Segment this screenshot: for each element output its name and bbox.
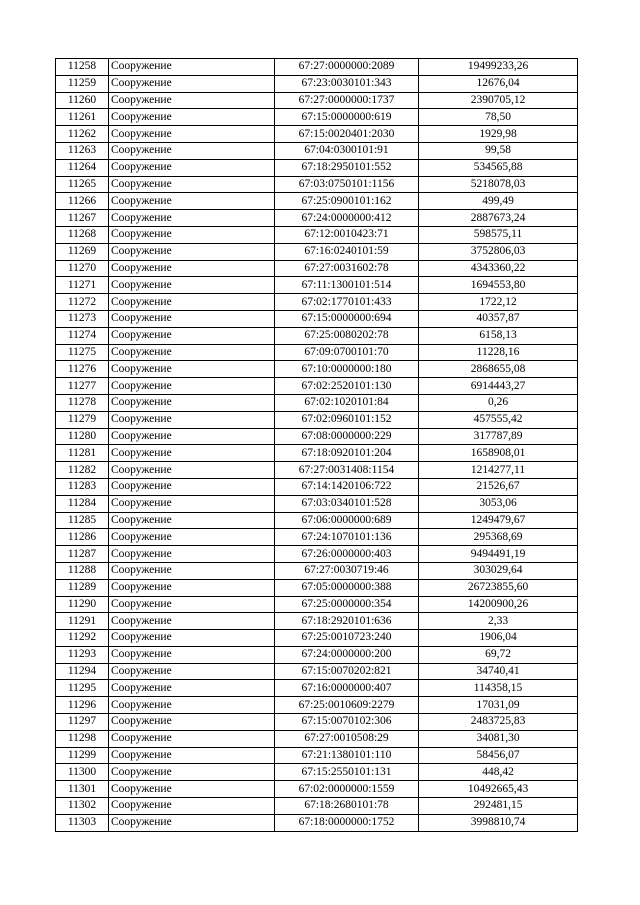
cadastral-value-cell: 1249479,67 bbox=[419, 512, 578, 529]
cadastral-value-cell: 448,42 bbox=[419, 764, 578, 781]
cadastral-value-cell: 2887673,24 bbox=[419, 210, 578, 227]
cadastral-number-cell: 67:27:0031602:78 bbox=[275, 260, 419, 277]
object-type-cell: Сооружение bbox=[109, 680, 275, 697]
cadastral-value-cell: 34081,30 bbox=[419, 730, 578, 747]
cadastral-number-cell: 67:27:0010508:29 bbox=[275, 730, 419, 747]
object-type-cell: Сооружение bbox=[109, 327, 275, 344]
cadastral-number-cell: 67:02:1770101:433 bbox=[275, 294, 419, 311]
object-type-cell: Сооружение bbox=[109, 646, 275, 663]
object-type-cell: Сооружение bbox=[109, 142, 275, 159]
cadastral-number-cell: 67:27:0000000:1737 bbox=[275, 92, 419, 109]
cadastral-number-cell: 67:24:0000000:412 bbox=[275, 210, 419, 227]
row-number-cell: 11295 bbox=[56, 680, 109, 697]
table-row bbox=[56, 394, 578, 411]
table-row bbox=[56, 613, 578, 630]
row-number-cell: 11263 bbox=[56, 142, 109, 159]
object-type-cell: Сооружение bbox=[109, 814, 275, 831]
table-row bbox=[56, 546, 578, 563]
cadastral-value-cell: 1694553,80 bbox=[419, 277, 578, 294]
row-number-cell: 11287 bbox=[56, 546, 109, 563]
table-body bbox=[56, 59, 578, 832]
cadastral-value-cell: 4343360,22 bbox=[419, 260, 578, 277]
row-number-cell: 11290 bbox=[56, 596, 109, 613]
row-number-cell: 11260 bbox=[56, 92, 109, 109]
cadastral-value-cell: 17031,09 bbox=[419, 697, 578, 714]
cadastral-number-cell: 67:23:0030101:343 bbox=[275, 75, 419, 92]
cadastral-number-cell: 67:08:0000000:229 bbox=[275, 428, 419, 445]
table-row bbox=[56, 495, 578, 512]
row-number-cell: 11275 bbox=[56, 344, 109, 361]
object-type-cell: Сооружение bbox=[109, 663, 275, 680]
row-number-cell: 11288 bbox=[56, 562, 109, 579]
table-row bbox=[56, 159, 578, 176]
table-row bbox=[56, 730, 578, 747]
row-number-cell: 11264 bbox=[56, 159, 109, 176]
row-number-cell: 11262 bbox=[56, 126, 109, 143]
table-row bbox=[56, 428, 578, 445]
cadastral-number-cell: 67:16:0000000:407 bbox=[275, 680, 419, 697]
table-row bbox=[56, 75, 578, 92]
object-type-cell: Сооружение bbox=[109, 159, 275, 176]
cadastral-number-cell: 67:25:0010609:2279 bbox=[275, 697, 419, 714]
object-type-cell: Сооружение bbox=[109, 781, 275, 798]
object-type-cell: Сооружение bbox=[109, 210, 275, 227]
object-type-cell: Сооружение bbox=[109, 126, 275, 143]
table-row bbox=[56, 764, 578, 781]
row-number-cell: 11283 bbox=[56, 478, 109, 495]
row-number-cell: 11265 bbox=[56, 176, 109, 193]
cadastral-value-cell: 58456,07 bbox=[419, 747, 578, 764]
cadastral-number-cell: 67:04:0300101:91 bbox=[275, 142, 419, 159]
row-number-cell: 11284 bbox=[56, 495, 109, 512]
cadastral-value-cell: 3998810,74 bbox=[419, 814, 578, 831]
row-number-cell: 11294 bbox=[56, 663, 109, 680]
object-type-cell: Сооружение bbox=[109, 613, 275, 630]
cadastral-number-cell: 67:24:1070101:136 bbox=[275, 529, 419, 546]
cadastral-number-cell: 67:09:0700101:70 bbox=[275, 344, 419, 361]
row-number-cell: 11279 bbox=[56, 411, 109, 428]
row-number-cell: 11282 bbox=[56, 462, 109, 479]
table-row bbox=[56, 781, 578, 798]
cadastral-value-cell: 303029,64 bbox=[419, 562, 578, 579]
row-number-cell: 11291 bbox=[56, 613, 109, 630]
table-row bbox=[56, 562, 578, 579]
table-row bbox=[56, 277, 578, 294]
cadastral-number-cell: 67:27:0031408:1154 bbox=[275, 462, 419, 479]
row-number-cell: 11270 bbox=[56, 260, 109, 277]
cadastral-number-cell: 67:11:1300101:514 bbox=[275, 277, 419, 294]
table-row bbox=[56, 310, 578, 327]
table-row bbox=[56, 176, 578, 193]
cadastral-number-cell: 67:26:0000000:403 bbox=[275, 546, 419, 563]
row-number-cell: 11297 bbox=[56, 714, 109, 731]
cadastral-number-cell: 67:03:0750101:1156 bbox=[275, 176, 419, 193]
cadastral-value-table bbox=[55, 58, 578, 832]
row-number-cell: 11301 bbox=[56, 781, 109, 798]
object-type-cell: Сооружение bbox=[109, 344, 275, 361]
table-row bbox=[56, 798, 578, 815]
object-type-cell: Сооружение bbox=[109, 714, 275, 731]
cadastral-number-cell: 67:18:2950101:552 bbox=[275, 159, 419, 176]
row-number-cell: 11271 bbox=[56, 277, 109, 294]
cadastral-number-cell: 67:18:0000000:1752 bbox=[275, 814, 419, 831]
cadastral-number-cell: 67:25:0000000:354 bbox=[275, 596, 419, 613]
row-number-cell: 11274 bbox=[56, 327, 109, 344]
object-type-cell: Сооружение bbox=[109, 747, 275, 764]
object-type-cell: Сооружение bbox=[109, 277, 275, 294]
object-type-cell: Сооружение bbox=[109, 562, 275, 579]
table-row bbox=[56, 294, 578, 311]
row-number-cell: 11300 bbox=[56, 764, 109, 781]
row-number-cell: 11272 bbox=[56, 294, 109, 311]
cadastral-number-cell: 67:15:2550101:131 bbox=[275, 764, 419, 781]
cadastral-value-cell: 317787,89 bbox=[419, 428, 578, 445]
row-number-cell: 11273 bbox=[56, 310, 109, 327]
cadastral-value-cell: 1906,04 bbox=[419, 630, 578, 647]
object-type-cell: Сооружение bbox=[109, 59, 275, 76]
object-type-cell: Сооружение bbox=[109, 260, 275, 277]
row-number-cell: 11259 bbox=[56, 75, 109, 92]
cadastral-number-cell: 67:02:2520101:130 bbox=[275, 378, 419, 395]
cadastral-value-cell: 12676,04 bbox=[419, 75, 578, 92]
table-row bbox=[56, 193, 578, 210]
row-number-cell: 11296 bbox=[56, 697, 109, 714]
cadastral-number-cell: 67:15:0020401:2030 bbox=[275, 126, 419, 143]
object-type-cell: Сооружение bbox=[109, 226, 275, 243]
object-type-cell: Сооружение bbox=[109, 310, 275, 327]
row-number-cell: 11258 bbox=[56, 59, 109, 76]
object-type-cell: Сооружение bbox=[109, 579, 275, 596]
cadastral-value-cell: 26723855,60 bbox=[419, 579, 578, 596]
cadastral-value-cell: 598575,11 bbox=[419, 226, 578, 243]
row-number-cell: 11289 bbox=[56, 579, 109, 596]
table-row bbox=[56, 445, 578, 462]
cadastral-number-cell: 67:10:0000000:180 bbox=[275, 361, 419, 378]
row-number-cell: 11266 bbox=[56, 193, 109, 210]
cadastral-value-cell: 1658908,01 bbox=[419, 445, 578, 462]
row-number-cell: 11277 bbox=[56, 378, 109, 395]
row-number-cell: 11286 bbox=[56, 529, 109, 546]
row-number-cell: 11261 bbox=[56, 109, 109, 126]
cadastral-value-cell: 295368,69 bbox=[419, 529, 578, 546]
cadastral-number-cell: 67:15:0070102:306 bbox=[275, 714, 419, 731]
table-row bbox=[56, 327, 578, 344]
cadastral-value-cell: 40357,87 bbox=[419, 310, 578, 327]
cadastral-number-cell: 67:27:0000000:2089 bbox=[275, 59, 419, 76]
table-row bbox=[56, 210, 578, 227]
row-number-cell: 11281 bbox=[56, 445, 109, 462]
table-row bbox=[56, 630, 578, 647]
table-row bbox=[56, 226, 578, 243]
object-type-cell: Сооружение bbox=[109, 109, 275, 126]
object-type-cell: Сооружение bbox=[109, 361, 275, 378]
row-number-cell: 11280 bbox=[56, 428, 109, 445]
cadastral-value-cell: 292481,15 bbox=[419, 798, 578, 815]
cadastral-value-cell: 3053,06 bbox=[419, 495, 578, 512]
row-number-cell: 11293 bbox=[56, 646, 109, 663]
object-type-cell: Сооружение bbox=[109, 445, 275, 462]
cadastral-number-cell: 67:02:0000000:1559 bbox=[275, 781, 419, 798]
cadastral-number-cell: 67:14:1420106:722 bbox=[275, 478, 419, 495]
table-row bbox=[56, 814, 578, 831]
object-type-cell: Сооружение bbox=[109, 428, 275, 445]
cadastral-number-cell: 67:16:0240101:59 bbox=[275, 243, 419, 260]
object-type-cell: Сооружение bbox=[109, 378, 275, 395]
cadastral-value-cell: 2868655,08 bbox=[419, 361, 578, 378]
cadastral-value-cell: 3752806,03 bbox=[419, 243, 578, 260]
cadastral-value-cell: 69,72 bbox=[419, 646, 578, 663]
object-type-cell: Сооружение bbox=[109, 529, 275, 546]
table-row bbox=[56, 646, 578, 663]
cadastral-number-cell: 67:18:0920101:204 bbox=[275, 445, 419, 462]
cadastral-value-cell: 0,26 bbox=[419, 394, 578, 411]
row-number-cell: 11303 bbox=[56, 814, 109, 831]
table-row bbox=[56, 378, 578, 395]
table-row bbox=[56, 344, 578, 361]
cadastral-number-cell: 67:18:2680101:78 bbox=[275, 798, 419, 815]
table-row bbox=[56, 109, 578, 126]
table-row bbox=[56, 142, 578, 159]
table-row bbox=[56, 529, 578, 546]
cadastral-number-cell: 67:24:0000000:200 bbox=[275, 646, 419, 663]
row-number-cell: 11292 bbox=[56, 630, 109, 647]
cadastral-value-cell: 2,33 bbox=[419, 613, 578, 630]
table-row bbox=[56, 59, 578, 76]
table-row bbox=[56, 478, 578, 495]
table-row bbox=[56, 596, 578, 613]
cadastral-value-cell: 114358,15 bbox=[419, 680, 578, 697]
object-type-cell: Сооружение bbox=[109, 92, 275, 109]
object-type-cell: Сооружение bbox=[109, 478, 275, 495]
cadastral-value-cell: 1214277,11 bbox=[419, 462, 578, 479]
table-row bbox=[56, 697, 578, 714]
object-type-cell: Сооружение bbox=[109, 764, 275, 781]
table-row bbox=[56, 126, 578, 143]
object-type-cell: Сооружение bbox=[109, 798, 275, 815]
table-row bbox=[56, 92, 578, 109]
object-type-cell: Сооружение bbox=[109, 730, 275, 747]
cadastral-number-cell: 67:25:0010723:240 bbox=[275, 630, 419, 647]
cadastral-value-cell: 1722,12 bbox=[419, 294, 578, 311]
row-number-cell: 11299 bbox=[56, 747, 109, 764]
row-number-cell: 11278 bbox=[56, 394, 109, 411]
row-number-cell: 11276 bbox=[56, 361, 109, 378]
cadastral-value-cell: 457555,42 bbox=[419, 411, 578, 428]
row-number-cell: 11267 bbox=[56, 210, 109, 227]
table-row bbox=[56, 243, 578, 260]
cadastral-number-cell: 67:15:0000000:619 bbox=[275, 109, 419, 126]
table-row bbox=[56, 411, 578, 428]
row-number-cell: 11285 bbox=[56, 512, 109, 529]
table-row bbox=[56, 747, 578, 764]
table-row bbox=[56, 680, 578, 697]
row-number-cell: 11302 bbox=[56, 798, 109, 815]
cadastral-value-cell: 499,49 bbox=[419, 193, 578, 210]
table-row bbox=[56, 260, 578, 277]
cadastral-number-cell: 67:15:0070202:821 bbox=[275, 663, 419, 680]
object-type-cell: Сооружение bbox=[109, 294, 275, 311]
object-type-cell: Сооружение bbox=[109, 462, 275, 479]
object-type-cell: Сооружение bbox=[109, 176, 275, 193]
table-row bbox=[56, 579, 578, 596]
row-number-cell: 11269 bbox=[56, 243, 109, 260]
cadastral-value-cell: 34740,41 bbox=[419, 663, 578, 680]
cadastral-value-cell: 11228,16 bbox=[419, 344, 578, 361]
cadastral-value-cell: 534565,88 bbox=[419, 159, 578, 176]
object-type-cell: Сооружение bbox=[109, 75, 275, 92]
cadastral-number-cell: 67:12:0010423:71 bbox=[275, 226, 419, 243]
table-row bbox=[56, 714, 578, 731]
object-type-cell: Сооружение bbox=[109, 411, 275, 428]
cadastral-number-cell: 67:27:0030719:46 bbox=[275, 562, 419, 579]
cadastral-number-cell: 67:21:1380101:110 bbox=[275, 747, 419, 764]
table-row bbox=[56, 663, 578, 680]
cadastral-number-cell: 67:25:0080202:78 bbox=[275, 327, 419, 344]
cadastral-number-cell: 67:02:0960101:152 bbox=[275, 411, 419, 428]
object-type-cell: Сооружение bbox=[109, 697, 275, 714]
cadastral-value-cell: 10492665,43 bbox=[419, 781, 578, 798]
cadastral-number-cell: 67:25:0900101:162 bbox=[275, 193, 419, 210]
cadastral-value-cell: 78,50 bbox=[419, 109, 578, 126]
cadastral-value-cell: 99,58 bbox=[419, 142, 578, 159]
object-type-cell: Сооружение bbox=[109, 495, 275, 512]
cadastral-number-cell: 67:05:0000000:388 bbox=[275, 579, 419, 596]
cadastral-number-cell: 67:15:0000000:694 bbox=[275, 310, 419, 327]
object-type-cell: Сооружение bbox=[109, 596, 275, 613]
cadastral-value-cell: 14200900,26 bbox=[419, 596, 578, 613]
cadastral-value-cell: 6158,13 bbox=[419, 327, 578, 344]
row-number-cell: 11268 bbox=[56, 226, 109, 243]
cadastral-number-cell: 67:06:0000000:689 bbox=[275, 512, 419, 529]
cadastral-value-cell: 19499233,26 bbox=[419, 59, 578, 76]
cadastral-value-cell: 5218078,03 bbox=[419, 176, 578, 193]
cadastral-number-cell: 67:18:2920101:636 bbox=[275, 613, 419, 630]
object-type-cell: Сооружение bbox=[109, 546, 275, 563]
cadastral-number-cell: 67:03:0340101:528 bbox=[275, 495, 419, 512]
cadastral-value-cell: 2390705,12 bbox=[419, 92, 578, 109]
table-row bbox=[56, 361, 578, 378]
object-type-cell: Сооружение bbox=[109, 630, 275, 647]
cadastral-value-cell: 6914443,27 bbox=[419, 378, 578, 395]
table-row bbox=[56, 462, 578, 479]
cadastral-value-cell: 9494491,19 bbox=[419, 546, 578, 563]
row-number-cell: 11298 bbox=[56, 730, 109, 747]
cadastral-value-cell: 21526,67 bbox=[419, 478, 578, 495]
object-type-cell: Сооружение bbox=[109, 243, 275, 260]
cadastral-value-cell: 2483725,83 bbox=[419, 714, 578, 731]
cadastral-number-cell: 67:02:1020101:84 bbox=[275, 394, 419, 411]
cadastral-value-cell: 1929,98 bbox=[419, 126, 578, 143]
object-type-cell: Сооружение bbox=[109, 394, 275, 411]
table-row bbox=[56, 512, 578, 529]
object-type-cell: Сооружение bbox=[109, 512, 275, 529]
object-type-cell: Сооружение bbox=[109, 193, 275, 210]
